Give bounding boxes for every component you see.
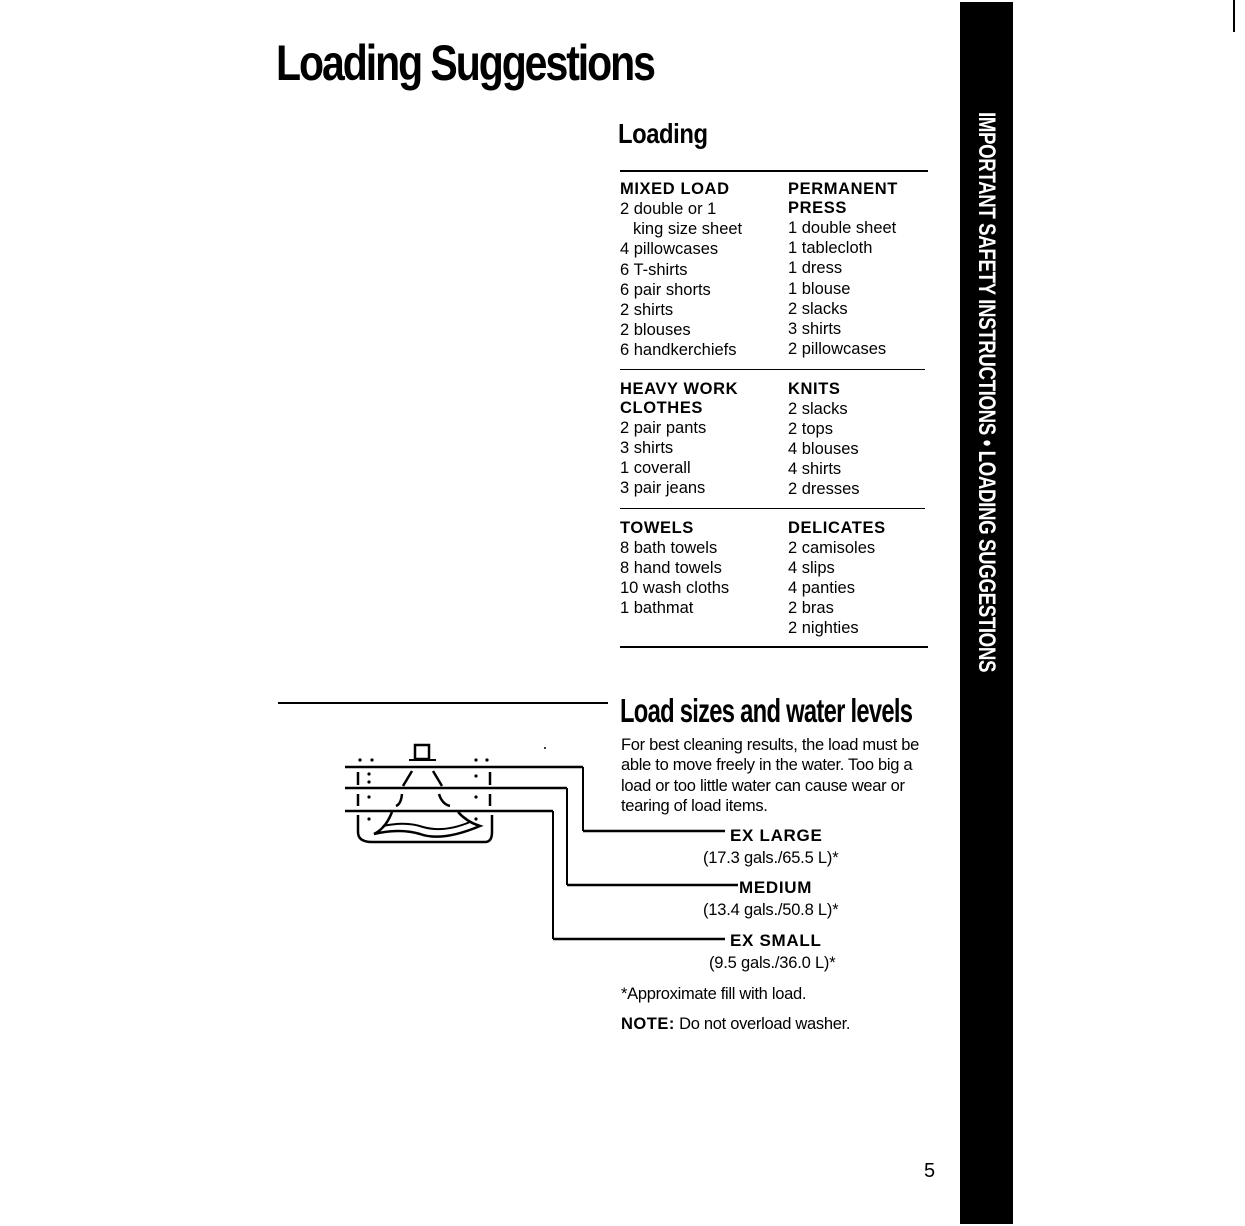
load-column-title: MIXED LOAD <box>620 180 730 198</box>
level-label-ex-small: EX SMALL <box>730 931 822 950</box>
load-column-title: DELICATES <box>788 518 886 537</box>
load-item: 2 blouses <box>620 321 691 340</box>
level-volume-medium: (13.4 gals./50.8 L)* <box>703 901 839 919</box>
load-item: 1 blouse <box>788 279 851 298</box>
load-group-mixed-permanent <box>620 180 925 369</box>
loading-heading: Loading <box>618 118 708 149</box>
load-sizes-heading: Load sizes and water levels <box>620 692 913 729</box>
load-column-knits <box>788 380 925 500</box>
load-column-title: PERMANENT PRESS <box>788 180 898 217</box>
load-item: 4 slips <box>788 558 835 577</box>
load-group-heavy-knits <box>620 369 925 508</box>
load-item: 4 pillowcases <box>620 240 719 259</box>
load-item: 4 panties <box>788 579 855 598</box>
load-sizes-body: For best cleaning results, the load must be able to move freely in the water. Too big a load or too little water can cause wear or tearing of load items. <box>621 736 920 815</box>
load-column-towels <box>620 519 788 639</box>
load-item: 2 double or 1 <box>620 200 717 218</box>
load-item: 4 blouses <box>788 440 859 459</box>
load-item: 2 dresses <box>788 480 860 499</box>
load-item: 2 nighties <box>788 619 859 638</box>
overload-note <box>621 1015 850 1034</box>
load-item: 1 tablecloth <box>788 239 873 258</box>
load-item: 2 camisoles <box>788 538 876 557</box>
page-edge-mark <box>1233 0 1235 32</box>
load-item: 2 bras <box>788 599 834 618</box>
load-item: king size sheet <box>633 220 743 239</box>
side-tab <box>960 2 1013 1224</box>
note-label: NOTE: <box>621 1015 675 1033</box>
section-divider-rule <box>278 702 608 704</box>
load-item: 6 handkerchiefs <box>620 341 737 360</box>
load-item: 6 T-shirts <box>620 260 688 279</box>
loading-top-rule <box>620 170 928 172</box>
load-item: 10 wash cloths <box>620 579 730 598</box>
load-item: 6 pair shorts <box>620 280 711 299</box>
load-item: 2 slacks <box>788 399 848 418</box>
load-item: 3 pair jeans <box>620 479 706 498</box>
level-label-ex-large: EX LARGE <box>730 826 823 845</box>
load-item: 2 tops <box>788 419 833 438</box>
level-label-medium: MEDIUM <box>739 878 813 897</box>
load-item: 2 pair pants <box>620 418 707 437</box>
side-tab-text: IMPORTANT SAFETY INSTRUCTIONS • LOADING SUGGESTIONS <box>973 112 1000 673</box>
page-title: Loading Suggestions <box>276 35 654 91</box>
load-column-delicates <box>788 519 925 639</box>
level-volume-ex-large: (17.3 gals./65.5 L)* <box>703 849 839 867</box>
loading-table <box>620 180 925 647</box>
fill-footnote: *Approximate fill with load. <box>621 985 807 1003</box>
load-column-title: TOWELS <box>620 518 694 537</box>
note-text: Do not overload washer. <box>674 1015 851 1033</box>
level-volume-ex-small: (9.5 gals./36.0 L)* <box>709 954 836 972</box>
load-item: 4 shirts <box>788 460 842 479</box>
load-column-permanent-press <box>788 180 925 361</box>
load-item: 1 bathmat <box>620 599 694 618</box>
page-number: 5 <box>924 1160 936 1182</box>
load-item: 3 shirts <box>788 320 842 339</box>
load-column-mixed-load <box>620 180 788 361</box>
load-item: 8 hand towels <box>620 558 722 577</box>
load-item: 1 double sheet <box>788 219 897 237</box>
load-item: 2 slacks <box>788 299 848 318</box>
load-item: 1 coverall <box>620 459 691 478</box>
load-item: 3 shirts <box>620 438 674 457</box>
side-tab-label <box>972 112 1000 830</box>
load-item: 1 dress <box>788 259 843 278</box>
load-item: 8 bath towels <box>620 538 718 557</box>
load-column-heavy-work-clothes <box>620 380 788 500</box>
load-item: 2 pillowcases <box>788 340 887 359</box>
loading-bottom-rule <box>620 646 928 648</box>
load-group-towels-delicates <box>620 508 925 647</box>
load-item: 2 shirts <box>620 301 674 320</box>
load-column-title: HEAVY WORK CLOTHES <box>620 379 739 417</box>
load-column-title: KNITS <box>788 379 841 398</box>
